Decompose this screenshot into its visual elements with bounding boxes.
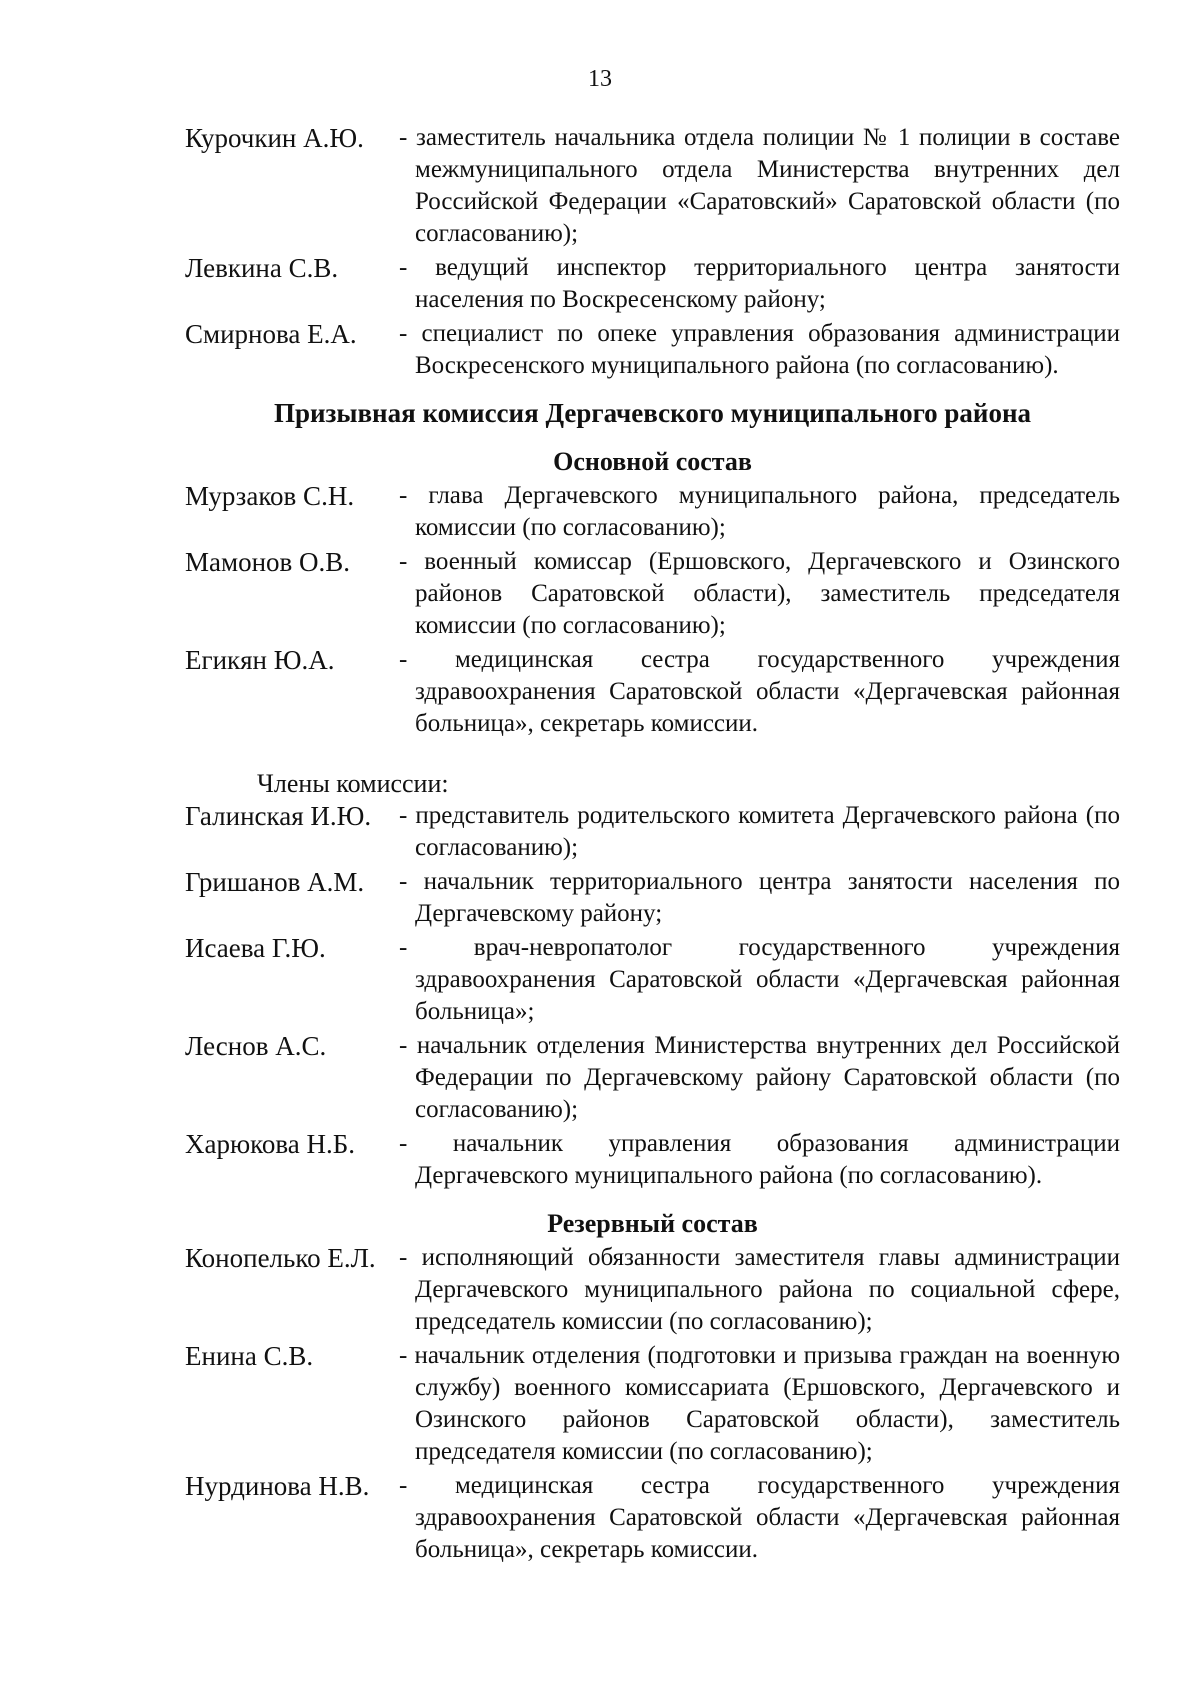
person-name: Харюкова Н.Б. xyxy=(185,1129,356,1159)
reserve-composition-title: Резервный состав xyxy=(547,1209,758,1238)
person-name: Исаева Г.Ю. xyxy=(185,933,326,963)
member-entries xyxy=(185,800,1120,1192)
list-item xyxy=(185,1340,1120,1468)
reserve-entries xyxy=(185,1242,1120,1566)
document-body xyxy=(185,122,1120,1568)
person-name: Мурзаков С.Н. xyxy=(185,481,355,511)
list-item xyxy=(185,1128,1120,1192)
person-name: Леснов А.С. xyxy=(185,1031,327,1061)
list-item xyxy=(185,318,1120,382)
person-position: - медицинская сестра государственного учреждения здравоохранения Саратовской области «Дергачевская районная больница», секретарь комиссии. xyxy=(399,1470,1120,1566)
person-position: - ведущий инспектор территориального центра занятости населения по Воскресенскому району; xyxy=(399,252,1120,316)
person-name: Мамонов О.В. xyxy=(185,547,351,577)
person-position: - начальник территориального центра занятости населения по Дергачевскому району; xyxy=(399,866,1120,930)
page-number: 13 xyxy=(588,66,612,92)
commission-title: Призывная комиссия Дергачевского муниципального района xyxy=(273,398,1032,428)
person-position: - специалист по опеке управления образования администрации Воскресенского муниципального района (по согласованию). xyxy=(399,318,1120,382)
person-name: Галинская И.Ю. xyxy=(185,801,372,831)
person-name: Гришанов А.М. xyxy=(185,867,365,897)
person-name: Конопелько Е.Л. xyxy=(185,1243,376,1273)
person-position: - начальник управления образования администрации Дергачевского муниципального района (по согласованию). xyxy=(399,1128,1120,1192)
person-name: Егикян Ю.А. xyxy=(185,645,335,675)
list-item xyxy=(185,546,1120,642)
person-position: - начальник отделения (подготовки и призыва граждан на военную службу) военного комиссариата (Ершовского, Дергачевского и Озинского районов Саратовской области), заместитель председателя комиссии (по согласованию); xyxy=(399,1340,1120,1468)
list-item xyxy=(185,1242,1120,1338)
main-entries xyxy=(185,480,1120,740)
person-position: - военный комиссар (Ершовского, Дергачевского и Озинского районов Саратовской области), заместитель председателя комиссии (по согласованию); xyxy=(399,546,1120,642)
list-item xyxy=(185,252,1120,316)
person-name: Енина С.В. xyxy=(185,1341,314,1371)
list-item xyxy=(185,866,1120,930)
list-item xyxy=(185,1030,1120,1126)
list-item xyxy=(185,480,1120,544)
person-name: Смирнова Е.А. xyxy=(185,319,357,349)
person-position: - заместитель начальника отдела полиции № 1 полиции в составе межмуниципального отдела Министерства внутренних дел Российской Федерации «Саратовский» Саратовской области (по согласованию); xyxy=(399,122,1120,250)
top-entries xyxy=(185,122,1120,382)
main-composition-title: Основной состав xyxy=(553,447,752,476)
person-position: - представитель родительского комитета Дергачевского района (по согласованию); xyxy=(399,800,1120,864)
person-position: - исполняющий обязанности заместителя главы администрации Дергачевского муниципального района по социальной сфере, председатель комиссии (по согласованию); xyxy=(399,1242,1120,1338)
person-position: - глава Дергачевского муниципального района, председатель комиссии (по согласованию); xyxy=(399,480,1120,544)
person-position: - врач-невропатолог государственного учреждения здравоохранения Саратовской области «Дергачевская районная больница»; xyxy=(399,932,1120,1028)
list-item xyxy=(185,644,1120,740)
list-item xyxy=(185,122,1120,250)
list-item xyxy=(185,932,1120,1028)
list-item xyxy=(185,1470,1120,1566)
members-label: Члены комиссии: xyxy=(257,769,449,798)
list-item xyxy=(185,800,1120,864)
person-name: Курочкин А.Ю. xyxy=(185,123,364,153)
person-name: Нурдинова Н.В. xyxy=(185,1471,370,1501)
person-position: - медицинская сестра государственного учреждения здравоохранения Саратовской области «Дергачевская районная больница», секретарь комиссии. xyxy=(399,644,1120,740)
person-position: - начальник отделения Министерства внутренних дел Российской Федерации по Дергачевскому району Саратовской области (по согласованию); xyxy=(399,1030,1120,1126)
person-name: Левкина С.В. xyxy=(185,253,339,283)
